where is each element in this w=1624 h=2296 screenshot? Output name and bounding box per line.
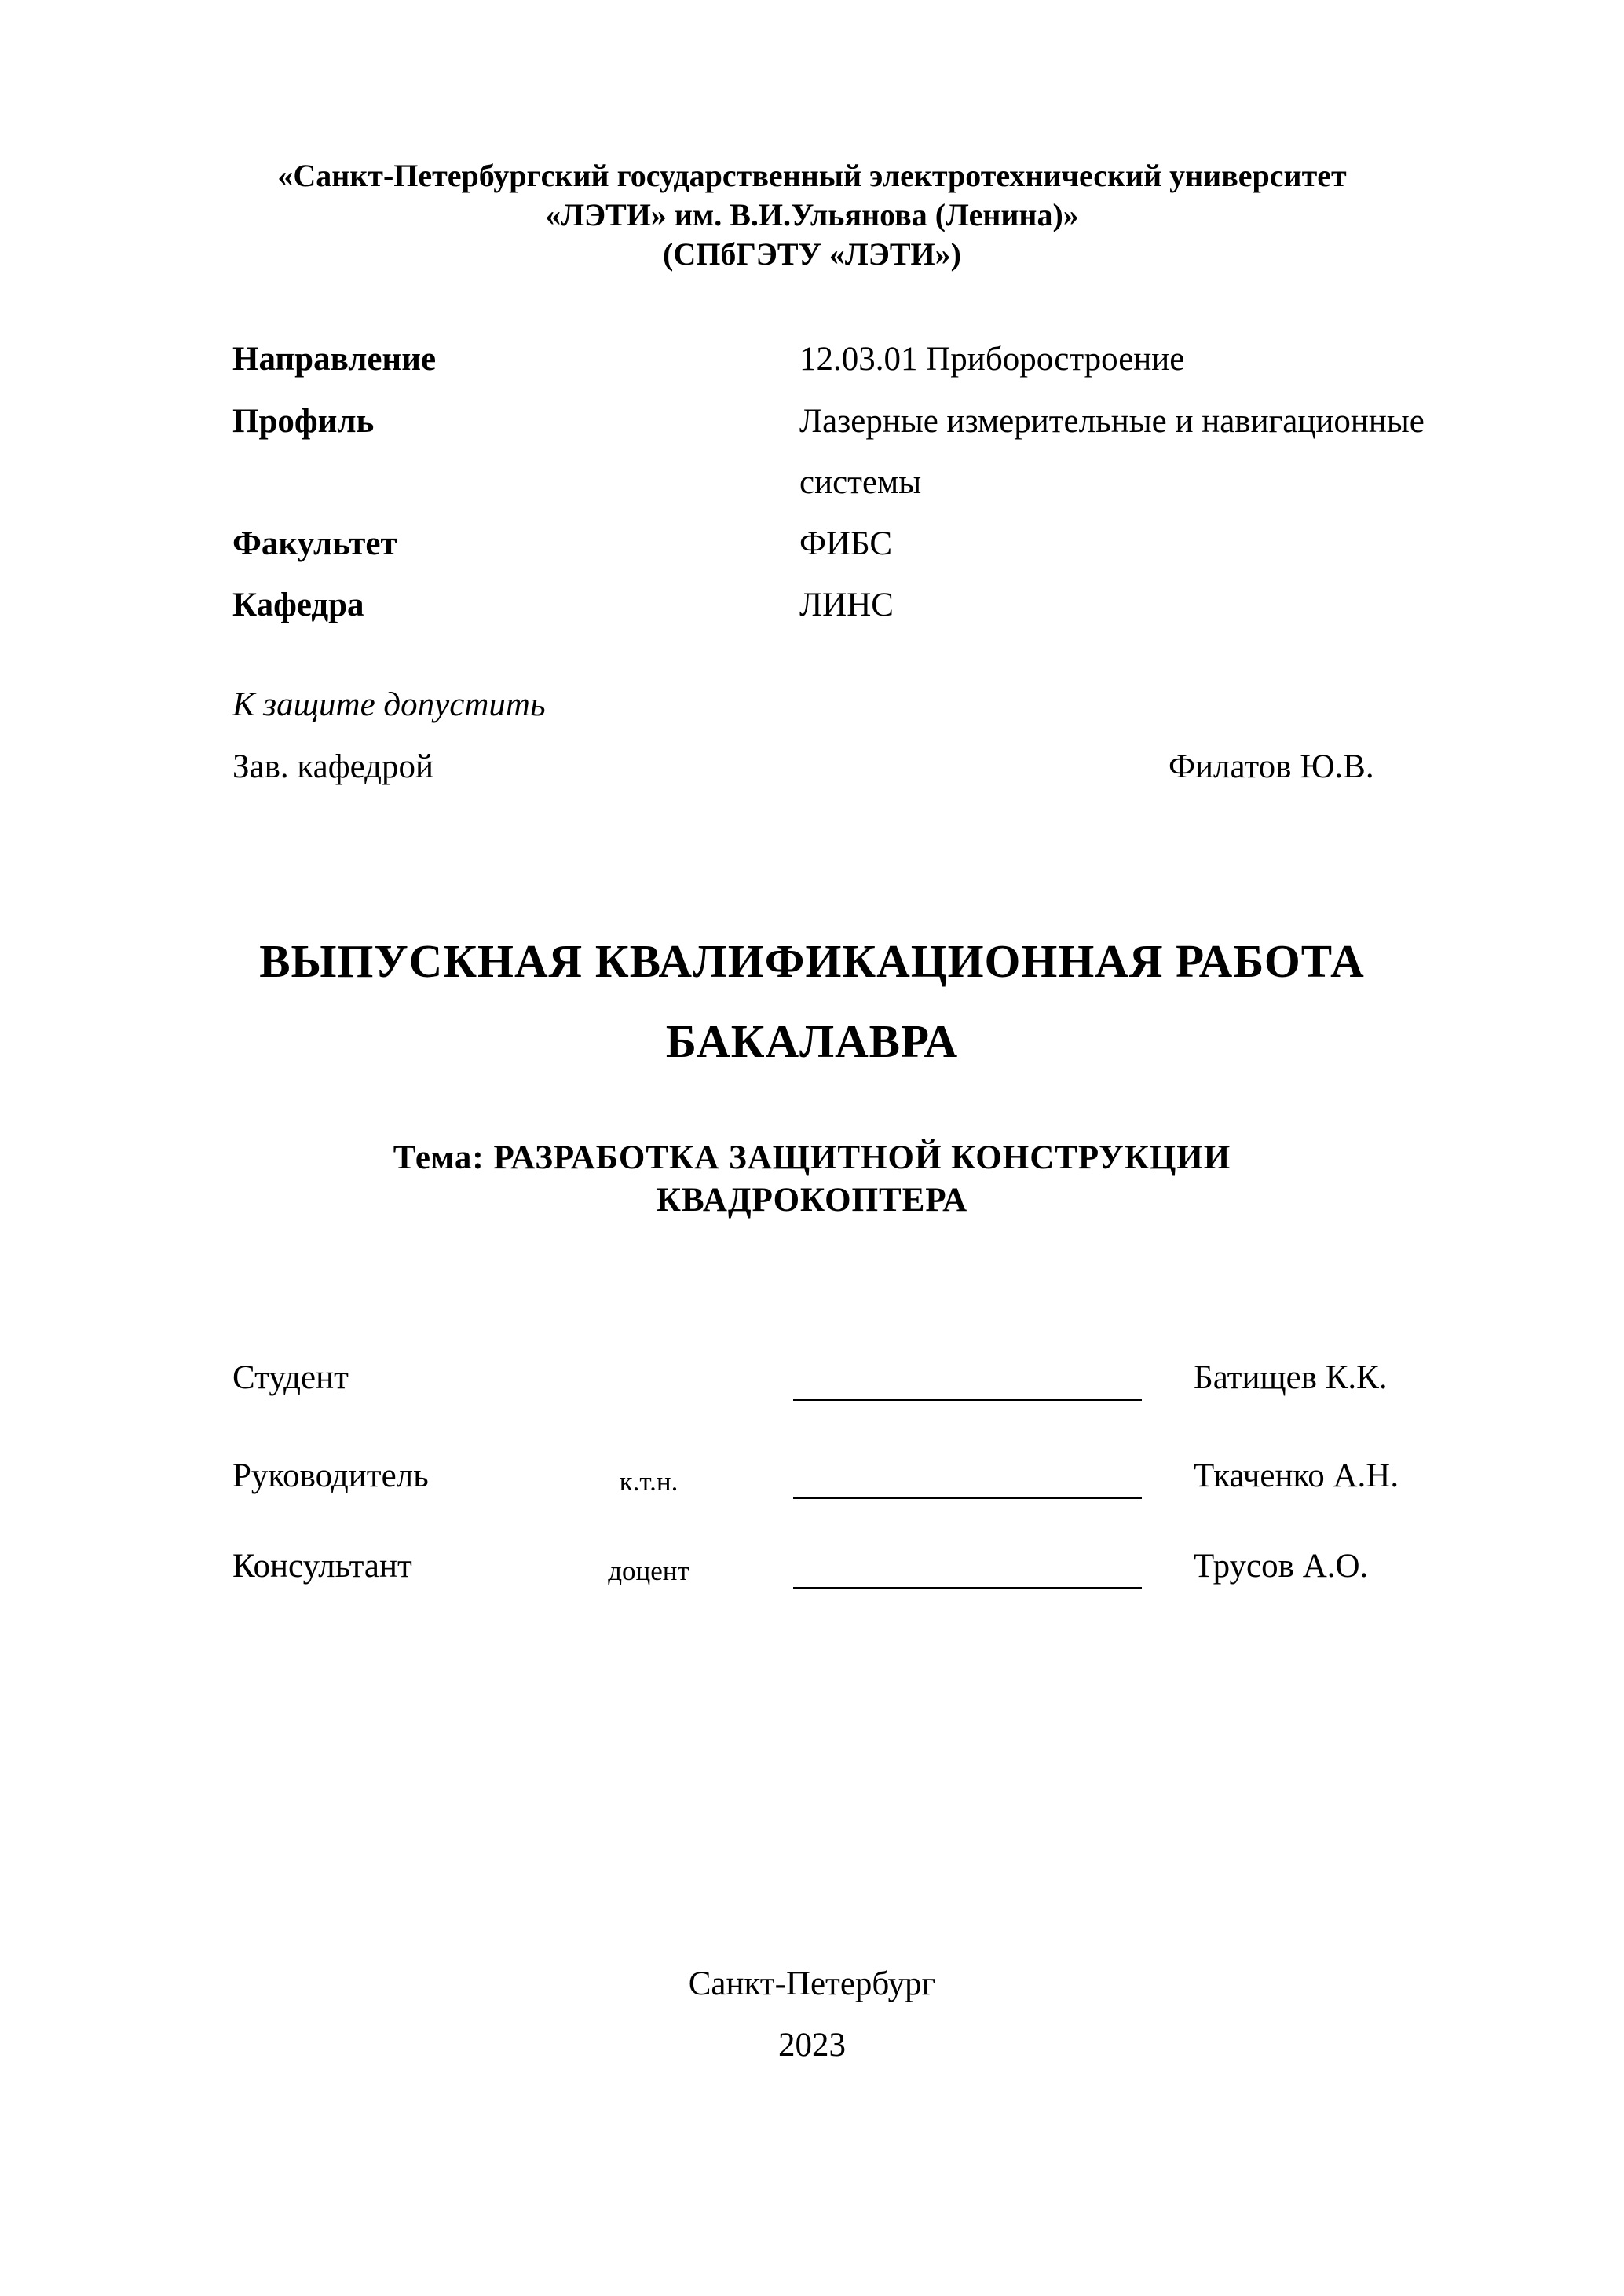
admit-to-defense-text: К защите допустить xyxy=(232,686,546,723)
signature-role: Консультант xyxy=(232,1548,412,1585)
signature-name: Ткаченко А.Н. xyxy=(1194,1457,1399,1494)
university-abbreviation: (СПбГЭТУ «ЛЭТИ») xyxy=(663,236,961,272)
signature-line xyxy=(793,1497,1142,1499)
direction-value: 12.03.01 Приборостроение xyxy=(799,341,1185,378)
signature-role: Студент xyxy=(232,1359,349,1396)
signature-degree: к.т.н. xyxy=(619,1466,678,1497)
thesis-title-line-1: ВЫПУСКНАЯ КВАЛИФИКАЦИОННАЯ РАБОТА xyxy=(259,935,1365,987)
thesis-title-line-2: БАКАЛАВРА xyxy=(665,1015,959,1067)
footer-city: Санкт-Петербург xyxy=(688,1965,936,2002)
signature-role: Руководитель xyxy=(232,1457,429,1494)
faculty-label: Факультет xyxy=(232,525,397,562)
department-head-label: Зав. кафедрой xyxy=(232,748,434,785)
university-name-line-1: «Санкт-Петербургский государственный электротехнический университет xyxy=(277,158,1347,193)
signature-name: Трусов А.О. xyxy=(1194,1548,1369,1585)
topic-line-2: КВАДРОКОПТЕРА xyxy=(656,1182,968,1219)
signature-line xyxy=(793,1399,1142,1401)
profile-value-line-1: Лазерные измерительные и навигационные xyxy=(799,403,1425,440)
signature-line xyxy=(793,1587,1142,1589)
department-head-name: Филатов Ю.В. xyxy=(1169,748,1374,785)
signature-degree: доцент xyxy=(608,1556,689,1586)
direction-label: Направление xyxy=(232,341,437,378)
university-name-line-2: «ЛЭТИ» им. В.И.Ульянова (Ленина)» xyxy=(545,197,1079,232)
department-label: Кафедра xyxy=(232,587,364,623)
profile-value-line-2: системы xyxy=(799,464,922,501)
footer-year: 2023 xyxy=(778,2027,846,2064)
faculty-value: ФИБС xyxy=(799,525,893,562)
profile-label: Профиль xyxy=(232,403,375,440)
signature-name: Батищев К.К. xyxy=(1194,1359,1388,1396)
topic-line-1: Тема: РАЗРАБОТКА ЗАЩИТНОЙ КОНСТРУКЦИИ xyxy=(393,1139,1231,1176)
department-value: ЛИНС xyxy=(799,587,894,623)
